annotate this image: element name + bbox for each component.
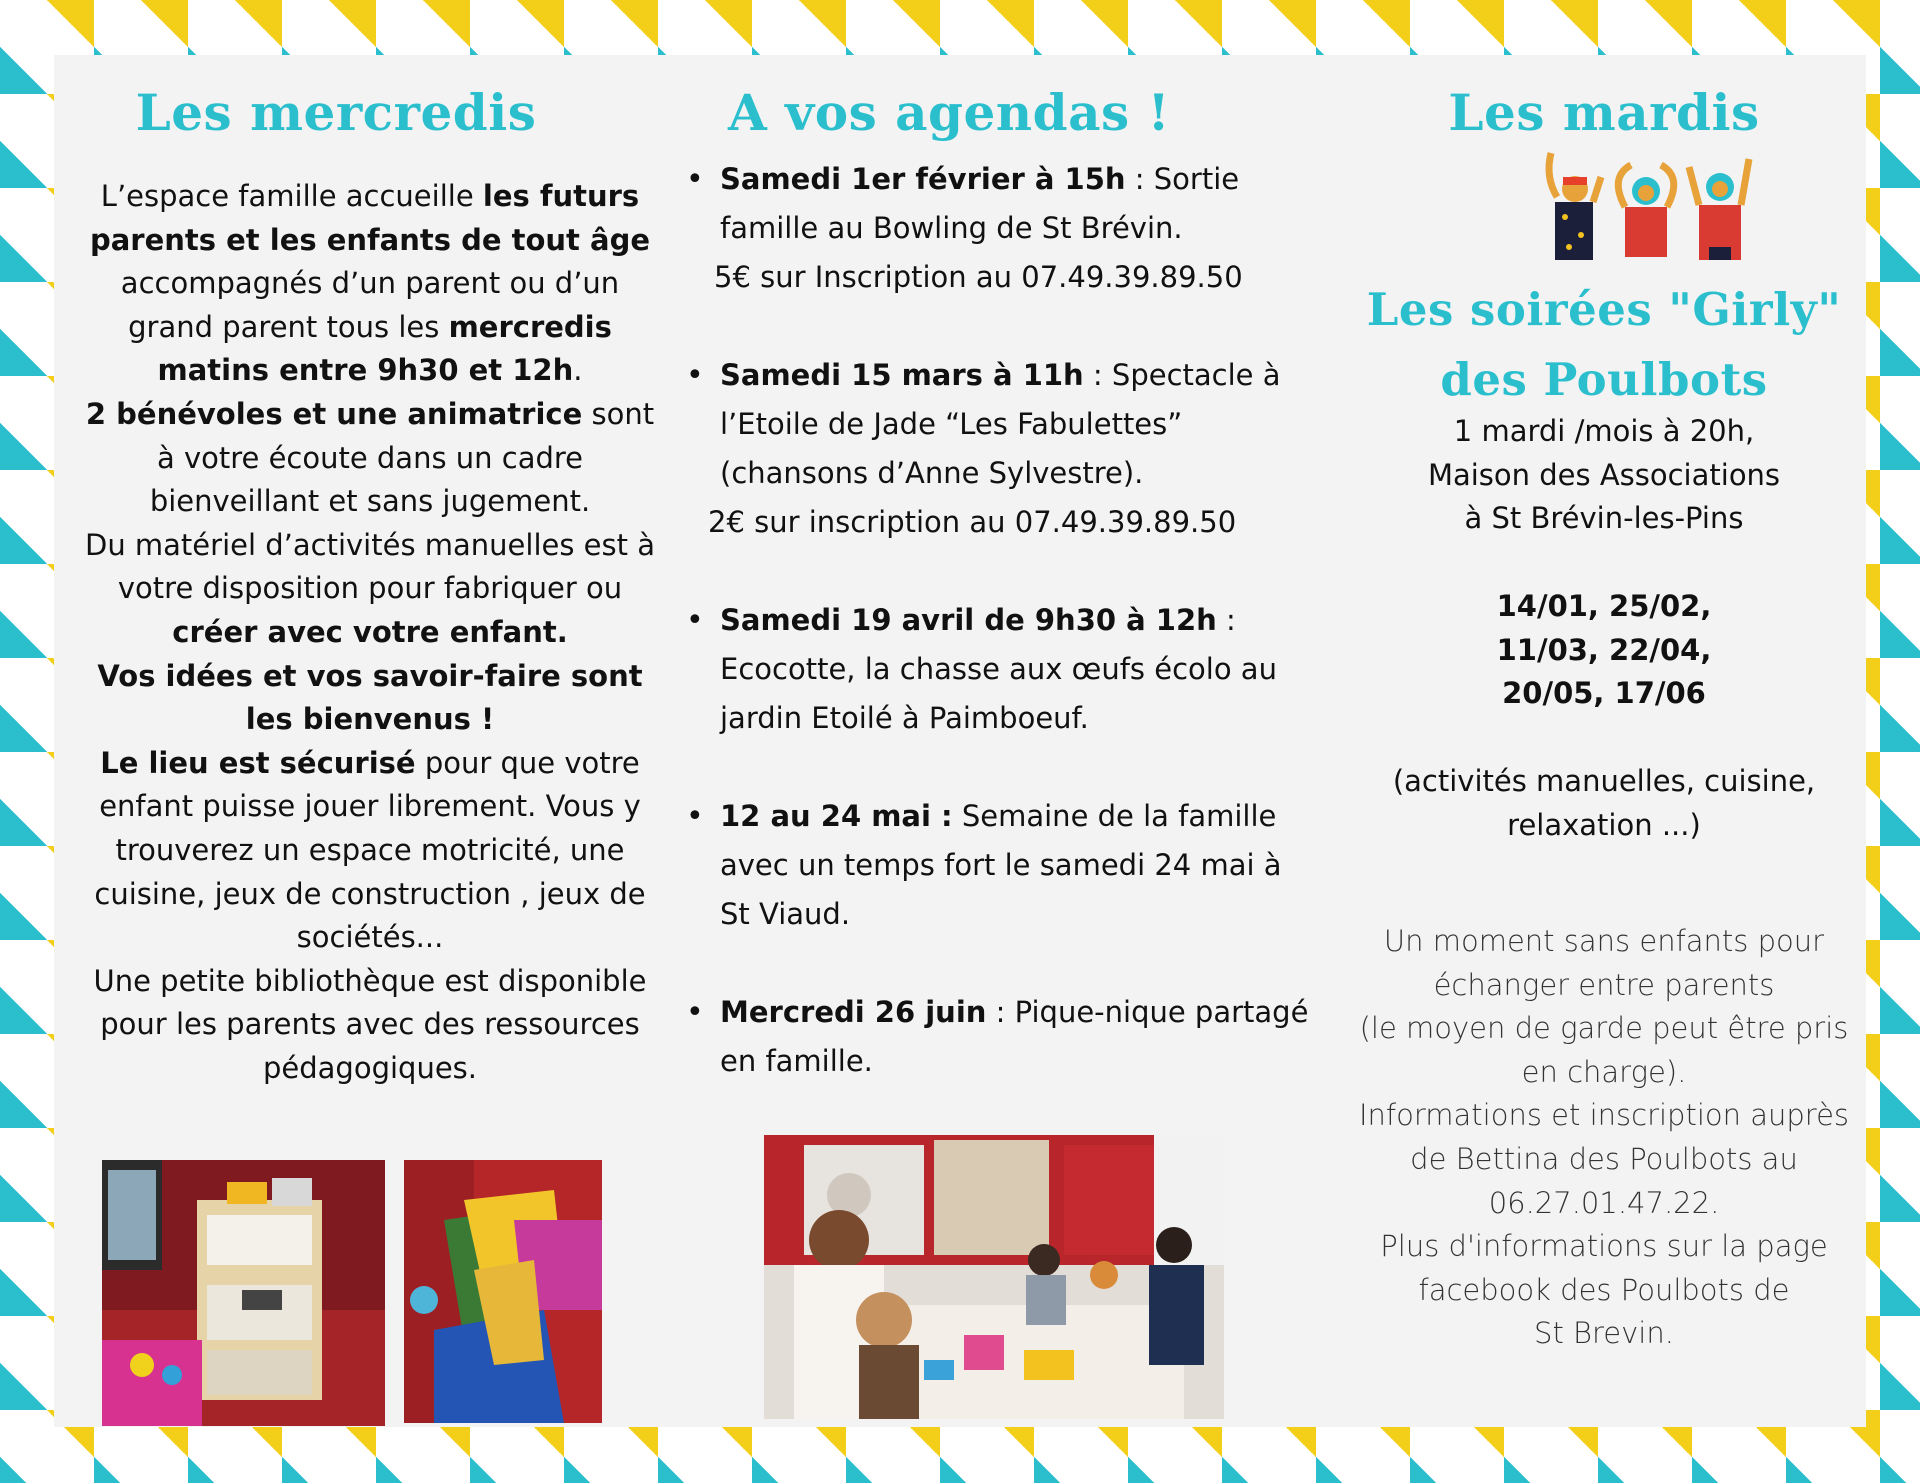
event-date: Samedi 1er février à 15h (720, 162, 1126, 196)
wednesdays-paragraph (76, 960, 664, 1091)
girly-title-line-2: des Poulbots (1440, 352, 1768, 406)
column-wednesdays (76, 55, 664, 1427)
photo-family-activity (764, 1135, 1224, 1419)
contact-line: (le moyen de garde peut être pris (1359, 1011, 1849, 1046)
event-item (720, 596, 1320, 743)
contact-line: Informations et inscription auprès (1358, 1098, 1850, 1133)
events-list (708, 155, 1320, 1135)
contact-phone: 06.27.01.47.22. (1488, 1185, 1720, 1220)
info-line: à St Brévin-les-Pins (1464, 501, 1744, 536)
event-price: 2€ sur inscription au 07.49.39.89.50 (708, 505, 1237, 539)
text-run: sont à votre écoute dans un cadre bienveillant et sans jugement. (149, 396, 655, 519)
column-tuesdays (1354, 55, 1854, 1427)
event-date: 12 au 24 mai : (720, 799, 953, 833)
heading-tuesdays: Les mardis (1448, 83, 1760, 142)
event-item (714, 155, 1320, 302)
wednesdays-paragraph (76, 524, 664, 655)
event-description: : Spectacle à l’Etoile de Jade “Les Fabulettes” (chansons d’Anne Sylvestre). (720, 358, 1281, 490)
girly-title-line-1: Les soirées "Girly" (1366, 283, 1842, 336)
text-run: créer avec votre enfant. (172, 614, 568, 649)
contact-line: en charge). (1521, 1054, 1687, 1089)
heading-girly-evenings (1354, 275, 1854, 415)
event-description: : Ecocotte, la chasse aux œufs écolo au jardin Etoilé à Paimboeuf. (720, 603, 1277, 735)
meeting-info (1354, 410, 1854, 541)
text-run: mercredis matins entre 9h30 et 12h (157, 309, 612, 388)
wednesdays-paragraph (76, 742, 664, 960)
text-run: 2 bénévoles et une animatrice (85, 396, 583, 431)
wednesdays-paragraph (76, 393, 664, 524)
heading-agenda: A vos agendas ! (727, 83, 1171, 142)
text-run: Vos idées et vos savoir-faire sont les bienvenus ! (97, 658, 643, 737)
contact-line: Un moment sans enfants pour (1383, 924, 1825, 958)
event-date: Mercredi 26 juin (720, 995, 987, 1029)
dates-line: 11/03, 22/04, (1496, 632, 1712, 667)
dates-line: 20/05, 17/06 (1502, 676, 1706, 711)
activities-line: (activités manuelles, cuisine, (1392, 764, 1816, 798)
event-price: 5€ sur Inscription au 07.49.39.89.50 (714, 260, 1243, 294)
event-item (708, 351, 1320, 547)
contact-line: de Bettina des Poulbots au (1410, 1141, 1798, 1176)
text-run: Du matériel d’activités manuelles est à votre disposition pour fabriquer ou (84, 527, 655, 606)
photo-play-kitchen (102, 1160, 385, 1426)
contact-line: Plus d'informations sur la page (1380, 1229, 1828, 1264)
dates-line: 14/01, 25/02, (1496, 589, 1712, 623)
meeting-dates (1354, 585, 1854, 716)
event-description: : Pique-nique partagé en famille. (720, 995, 1309, 1078)
event-item (720, 988, 1320, 1086)
event-date: Samedi 19 avril de 9h30 à 12h (720, 603, 1217, 637)
text-run: L’espace famille accueille (100, 179, 483, 213)
activities-line: relaxation ...) (1507, 807, 1701, 842)
text-run: Une petite bibliothèque est disponible pour les parents avec des ressources pédagogiques. (93, 963, 647, 1085)
activities-note (1354, 760, 1854, 847)
text-run: accompagnés d’un parent ou d’un grand parent tous les (120, 266, 620, 344)
text-run: . (573, 353, 583, 388)
contact-line: facebook des Poulbots de (1418, 1272, 1790, 1307)
column-agenda (684, 55, 1334, 1427)
text-run: les futurs parents et les enfants de tout âge (89, 179, 651, 257)
contact-line: St Brevin. (1534, 1316, 1674, 1351)
event-item (720, 792, 1320, 939)
text-run: pour que votre enfant puisse jouer librement. Vous y trouverez un espace motricité, une cuisine, jeux de construction , jeux de sociétés... (94, 745, 646, 955)
event-date: Samedi 15 mars à 11h (720, 358, 1084, 392)
wednesdays-paragraph (76, 175, 664, 393)
wednesdays-description (76, 175, 664, 1090)
info-line: Maison des Associations (1427, 457, 1781, 492)
contact-line: échanger entre parents (1433, 967, 1775, 1002)
flyer-panel (54, 55, 1866, 1427)
girly-illustration (1539, 147, 1754, 262)
heading-wednesdays: Les mercredis (135, 83, 537, 142)
photo-motor-play-mats (404, 1160, 602, 1423)
info-line: 1 mardi /mois à 20h, (1453, 414, 1755, 448)
event-description: Semaine de la famille avec un temps fort le samedi 24 mai à St Viaud. (720, 799, 1282, 931)
contact-info (1354, 920, 1854, 1356)
wednesdays-paragraph (76, 655, 664, 742)
text-run: Le lieu est sécurisé (100, 745, 416, 780)
event-description: : Sortie famille au Bowling de St Brévin. (720, 162, 1240, 245)
